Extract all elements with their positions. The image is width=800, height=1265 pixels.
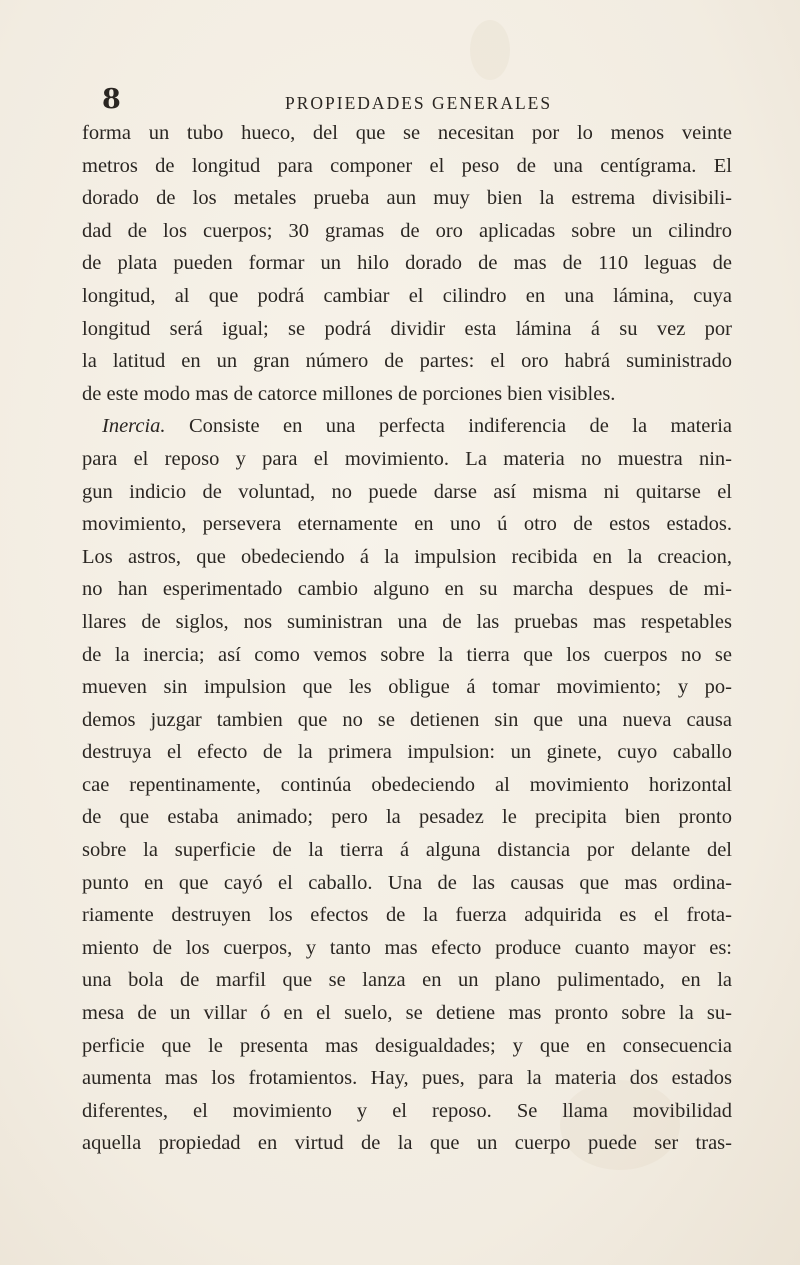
paragraph-first-line: [82, 410, 732, 443]
text-line: perficie que le presenta mas desigualdades; y que en consecuencia: [82, 1034, 732, 1057]
text-line: miento de los cuerpos, y tanto mas efecto produce cuanto mayor es:: [82, 936, 732, 959]
text-line: dorado de los metales prueba aun muy bien la estrema divisibili-: [82, 187, 732, 210]
text-line: de plata pueden formar un hilo dorado de mas de 110 leguas de: [82, 252, 732, 275]
text-line: dad de los cuerpos; 30 gramas de oro aplicadas sobre un cilindro: [82, 219, 732, 242]
paper-stain: [470, 20, 510, 80]
text-line: demos juzgar tambien que no se detienen sin que una nueva causa: [82, 708, 732, 731]
body-text: [82, 117, 732, 1160]
text-line: sobre la superficie de la tierra á alguna distancia por delante del: [82, 839, 732, 862]
page-header: [0, 84, 800, 120]
text-line: una bola de marfil que se lanza en un plano pulimentado, en la: [82, 969, 732, 992]
text-line: metros de longitud para componer el peso de una centígrama. El: [82, 154, 732, 177]
text-line: aquella propiedad en virtud de la que un cuerpo puede ser tras-: [82, 1132, 732, 1155]
text-line: gun indicio de voluntad, no puede darse así misma ni quitarse el: [82, 480, 732, 503]
text-line-rest: Consiste en una perfecta indiferencia de la materia: [165, 415, 732, 438]
text-line: riamente destruyen los efectos de la fuerza adquirida es el frota-: [82, 904, 732, 927]
text-line: de la inercia; así como vemos sobre la tierra que los cuerpos no se: [82, 643, 732, 666]
running-head: PROPIEDADES GENERALES: [285, 93, 553, 113]
text-line: Los astros, que obedeciendo á la impulsion recibida en la creacion,: [82, 545, 732, 568]
text-line: la latitud en un gran número de partes: el oro habrá suministrado: [82, 350, 732, 373]
text-line: llares de siglos, nos suministran una de las pruebas mas respetables: [82, 610, 732, 633]
text-line: no han esperimentado cambio alguno en su marcha despues de mi-: [82, 578, 732, 601]
text-line: para el reposo y para el movimiento. La materia no muestra nin-: [82, 447, 732, 470]
text-line: longitud será igual; se podrá dividir esta lámina á su vez por: [82, 317, 732, 340]
text-line: mesa de un villar ó en el suelo, se detiene mas pronto sobre la su-: [82, 1002, 732, 1025]
text-line: movimiento, persevera eternamente en uno ú otro de estos estados.: [82, 513, 732, 536]
page-number: 8: [102, 84, 121, 115]
text-line: destruya el efecto de la primera impulsion: un ginete, cuyo caballo: [82, 741, 732, 764]
text-line: diferentes, el movimiento y el reposo. Se llama movibilidad: [82, 1099, 732, 1122]
text-line: longitud, al que podrá cambiar el cilindro en una lámina, cuya: [82, 284, 732, 307]
text-line: mueven sin impulsion que les obligue á tomar movimiento; y po-: [82, 676, 732, 699]
text-line: de este modo mas de catorce millones de porciones bien visibles.: [82, 382, 616, 405]
text-line: punto en que cayó el caballo. Una de las causas que mas ordina-: [82, 871, 732, 894]
text-line: aumenta mas los frotamientos. Hay, pues, para la materia dos estados: [82, 1067, 732, 1090]
text-line: cae repentinamente, continúa obedeciendo al movimiento horizontal: [82, 773, 732, 796]
section-term: Inercia.: [102, 415, 166, 438]
text-line: de que estaba animado; pero la pesadez le precipita bien pronto: [82, 806, 732, 829]
text-line: forma un tubo hueco, del que se necesitan por lo menos veinte: [82, 122, 732, 144]
